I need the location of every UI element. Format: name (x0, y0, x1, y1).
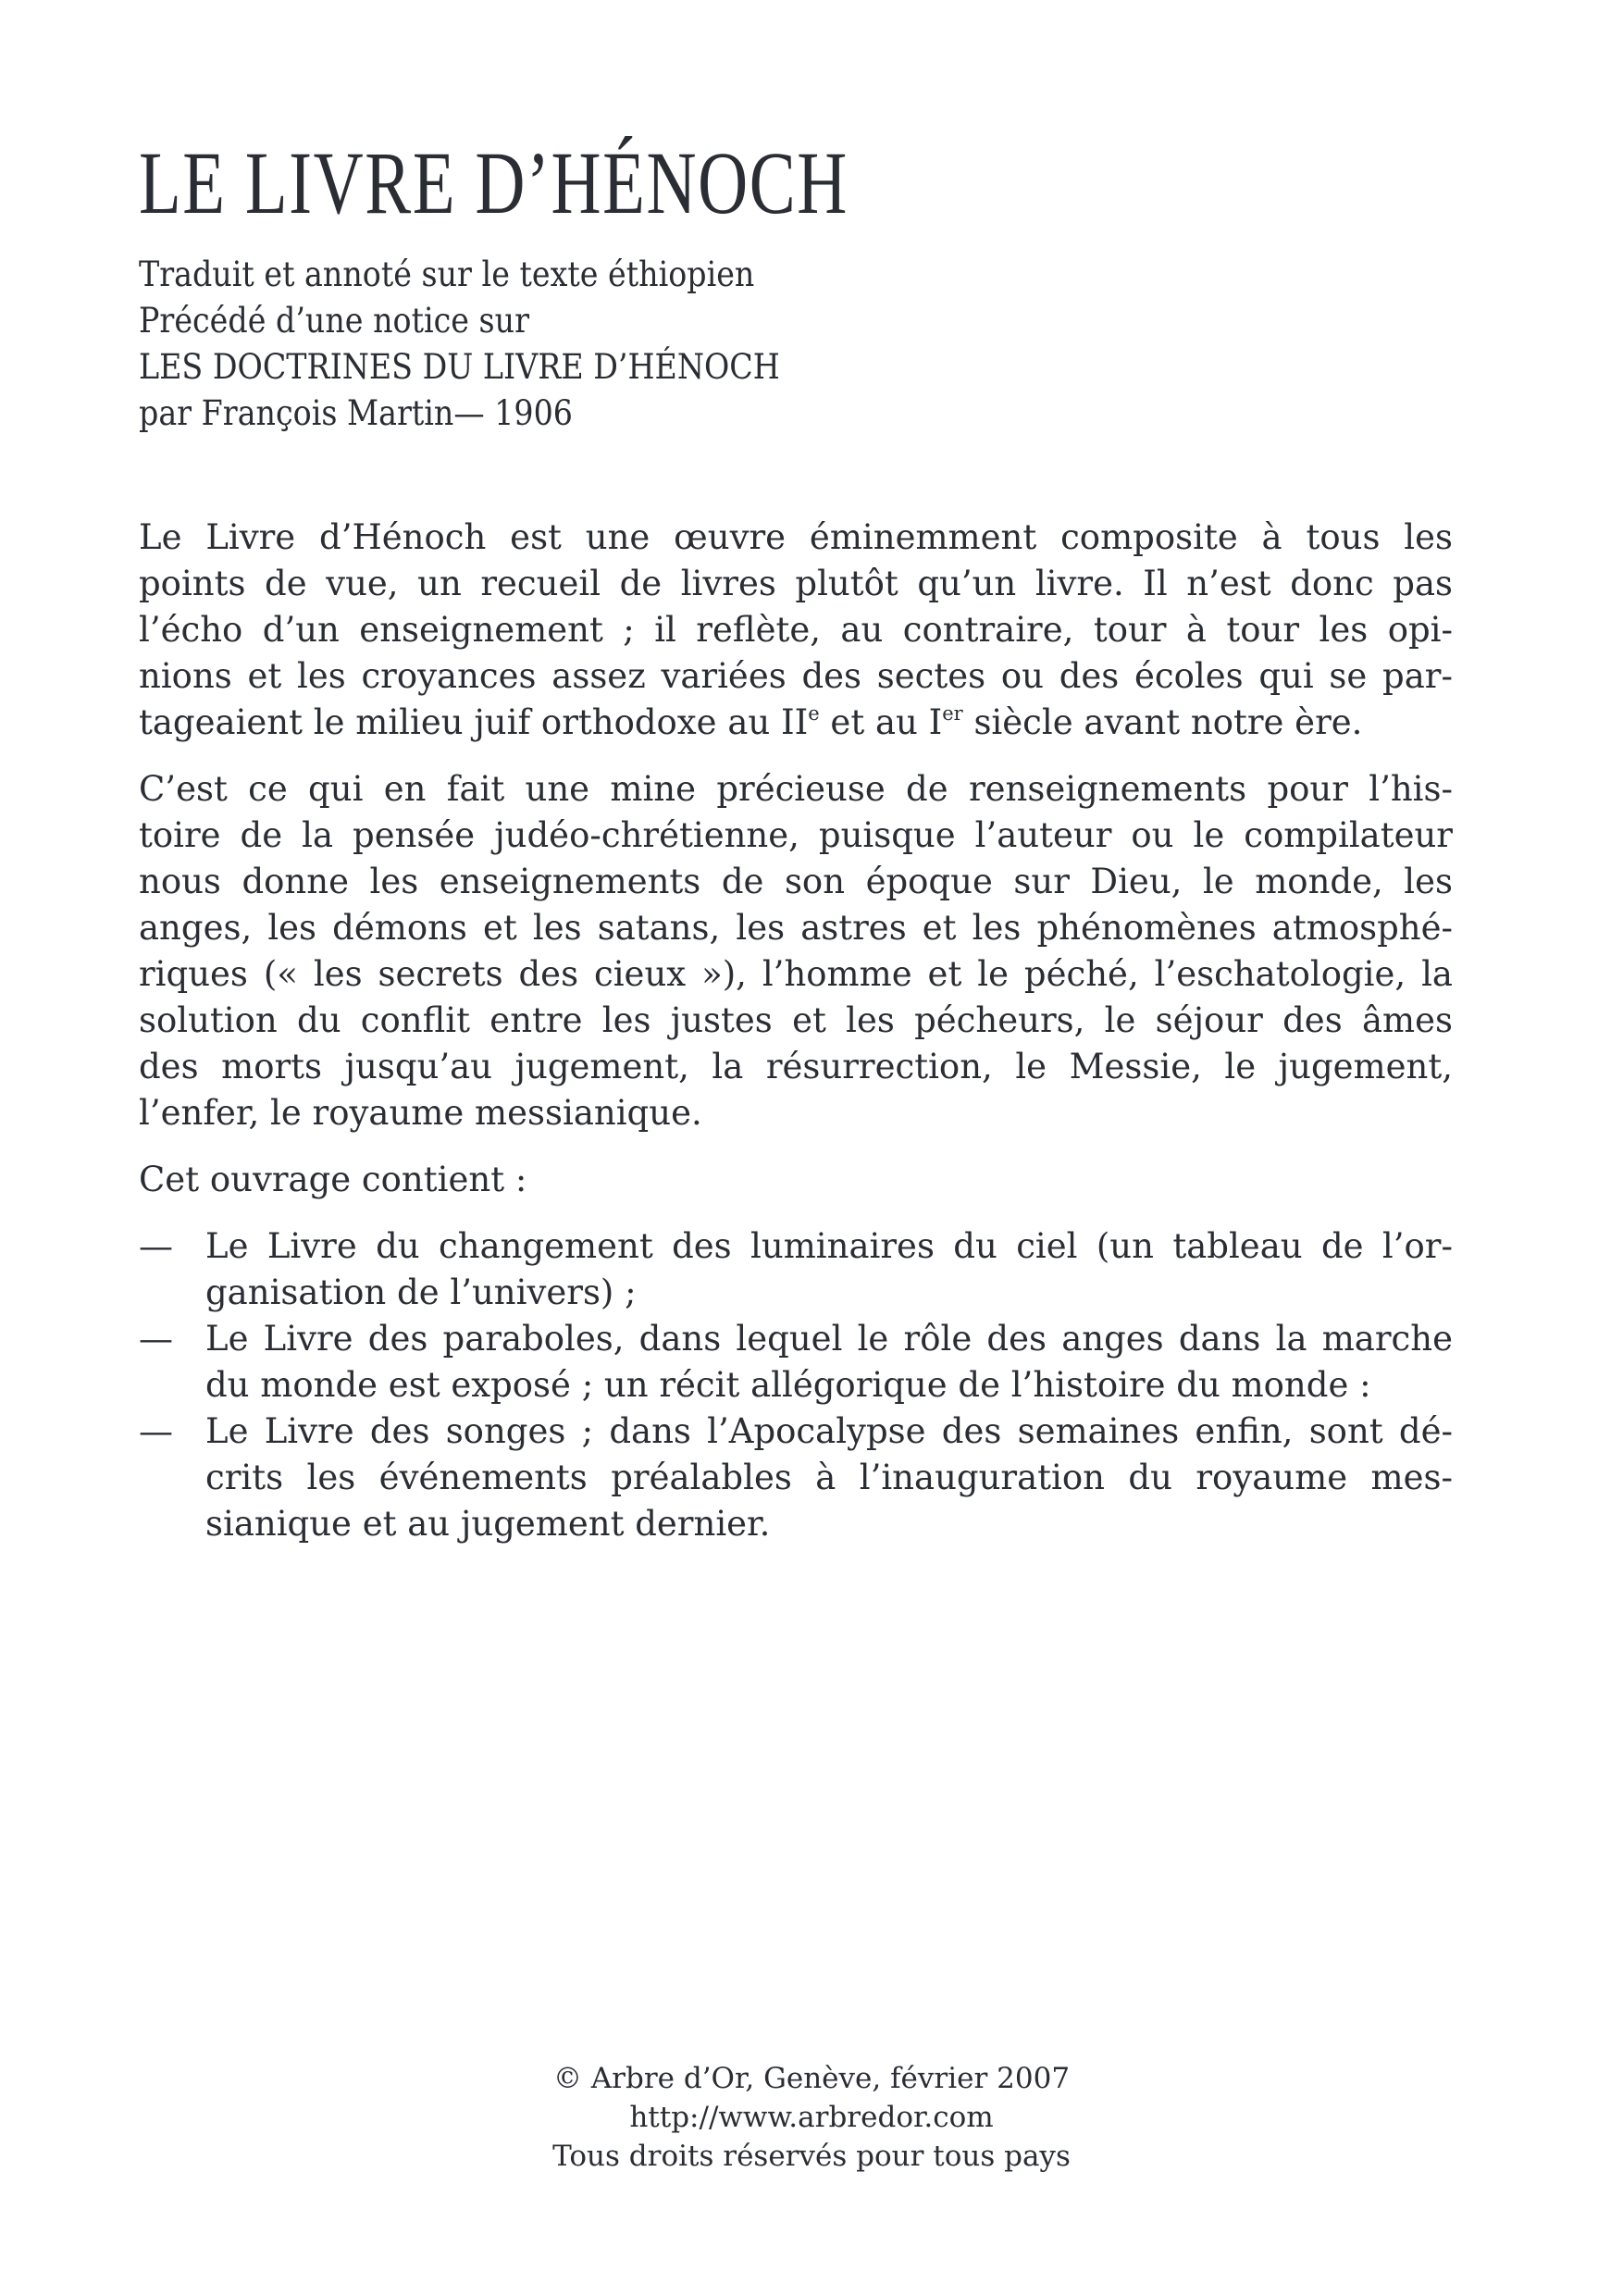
list-item (139, 1316, 1453, 1409)
text-line: Cet ouvrage contient : (139, 1160, 527, 1199)
subtitle-line: LES DOCTRINES DU LIVRE D’HÉNOCH (139, 347, 780, 387)
dash-bullet: — (139, 1226, 173, 1266)
content-area (139, 133, 1453, 1547)
subtitle-author-line: par François Martin— 1906 (139, 393, 573, 433)
paragraph-2 (139, 766, 1453, 1136)
superscript: e (808, 702, 820, 725)
text-line: nions et les croyances assez variées des sectes ou des écoles qui se par- (139, 656, 1453, 696)
rights-notice: Tous droits réservés pour tous pays (552, 2140, 1071, 2173)
text-line: ganisation de l’univers) ; (205, 1272, 637, 1312)
subtitle-line: Précédé d’une notice sur (139, 301, 530, 341)
list-item (139, 1223, 1453, 1316)
subtitle-block (139, 252, 1453, 437)
footer (0, 2059, 1623, 2176)
text-line: solution du conflit entre les justes et les pécheurs, le séjour des âmes (139, 1000, 1453, 1040)
list-intro (139, 1157, 1453, 1203)
text-line: C’est ce qui en fait une mine précieuse de renseignements pour l’his- (139, 769, 1453, 809)
text-line: des morts jusqu’au jugement, la résurrection, le Messie, le jugement, (139, 1047, 1453, 1086)
text-line: points de vue, un recueil de livres plutôt qu’un livre. Il n’est donc pas (139, 564, 1453, 603)
text-line (139, 700, 1453, 746)
text-line: du monde est exposé ; un récit allégorique de l’histoire du monde : (205, 1365, 1371, 1405)
text-line: toire de la pensée judéo-chrétienne, puisque l’auteur ou le compilateur (139, 815, 1453, 855)
website-link[interactable]: http://www.arbredor.com (629, 2101, 994, 2134)
subtitle-line: Traduit et annoté sur le texte éthiopien (139, 254, 755, 294)
text-line: Le Livre des songes ; dans l’Apocalypse des semaines enfin, sont dé- (205, 1411, 1453, 1451)
text-fragment: siècle avant notre ère. (962, 702, 1363, 742)
dash-bullet: — (139, 1319, 173, 1359)
text-line: nous donne les enseignements de son époque sur Dieu, le monde, les (139, 862, 1453, 901)
text-line: sianique et au jugement dernier. (205, 1504, 771, 1544)
text-fragment: tageaient le milieu juif orthodoxe au II (139, 702, 809, 742)
superscript: er (942, 702, 963, 725)
body-text (139, 515, 1453, 1547)
text-line: crits les événements préalables à l’inauguration du royaume mes- (205, 1458, 1453, 1497)
text-line: Le Livre du changement des luminaires du ciel (un tableau de l’or- (205, 1226, 1453, 1266)
text-line: anges, les démons et les satans, les astres et les phénomènes atmosphé- (139, 908, 1453, 948)
text-line: l’enfer, le royaume messianique. (139, 1093, 702, 1133)
text-line: riques (« les secrets des cieux »), l’homme et le péché, l’eschatologie, la (139, 954, 1453, 994)
dash-bullet: — (139, 1411, 173, 1451)
text-fragment: et au I (819, 702, 943, 742)
text-line: Le Livre des paraboles, dans lequel le rôle des anges dans la marche (205, 1319, 1453, 1359)
text-line: l’écho d’un enseignement ; il reflète, au contraire, tour à tour les opi- (139, 610, 1453, 650)
contents-list (139, 1223, 1453, 1547)
text-line: Le Livre d’Hénoch est une œuvre éminemment composite à tous les (139, 517, 1453, 557)
copyright-notice: © Arbre d’Or, Genève, février 2007 (552, 2062, 1071, 2095)
paragraph-1 (139, 515, 1453, 746)
book-title: LE LIVRE D’HÉNOCH (139, 133, 849, 232)
list-item (139, 1409, 1453, 1547)
